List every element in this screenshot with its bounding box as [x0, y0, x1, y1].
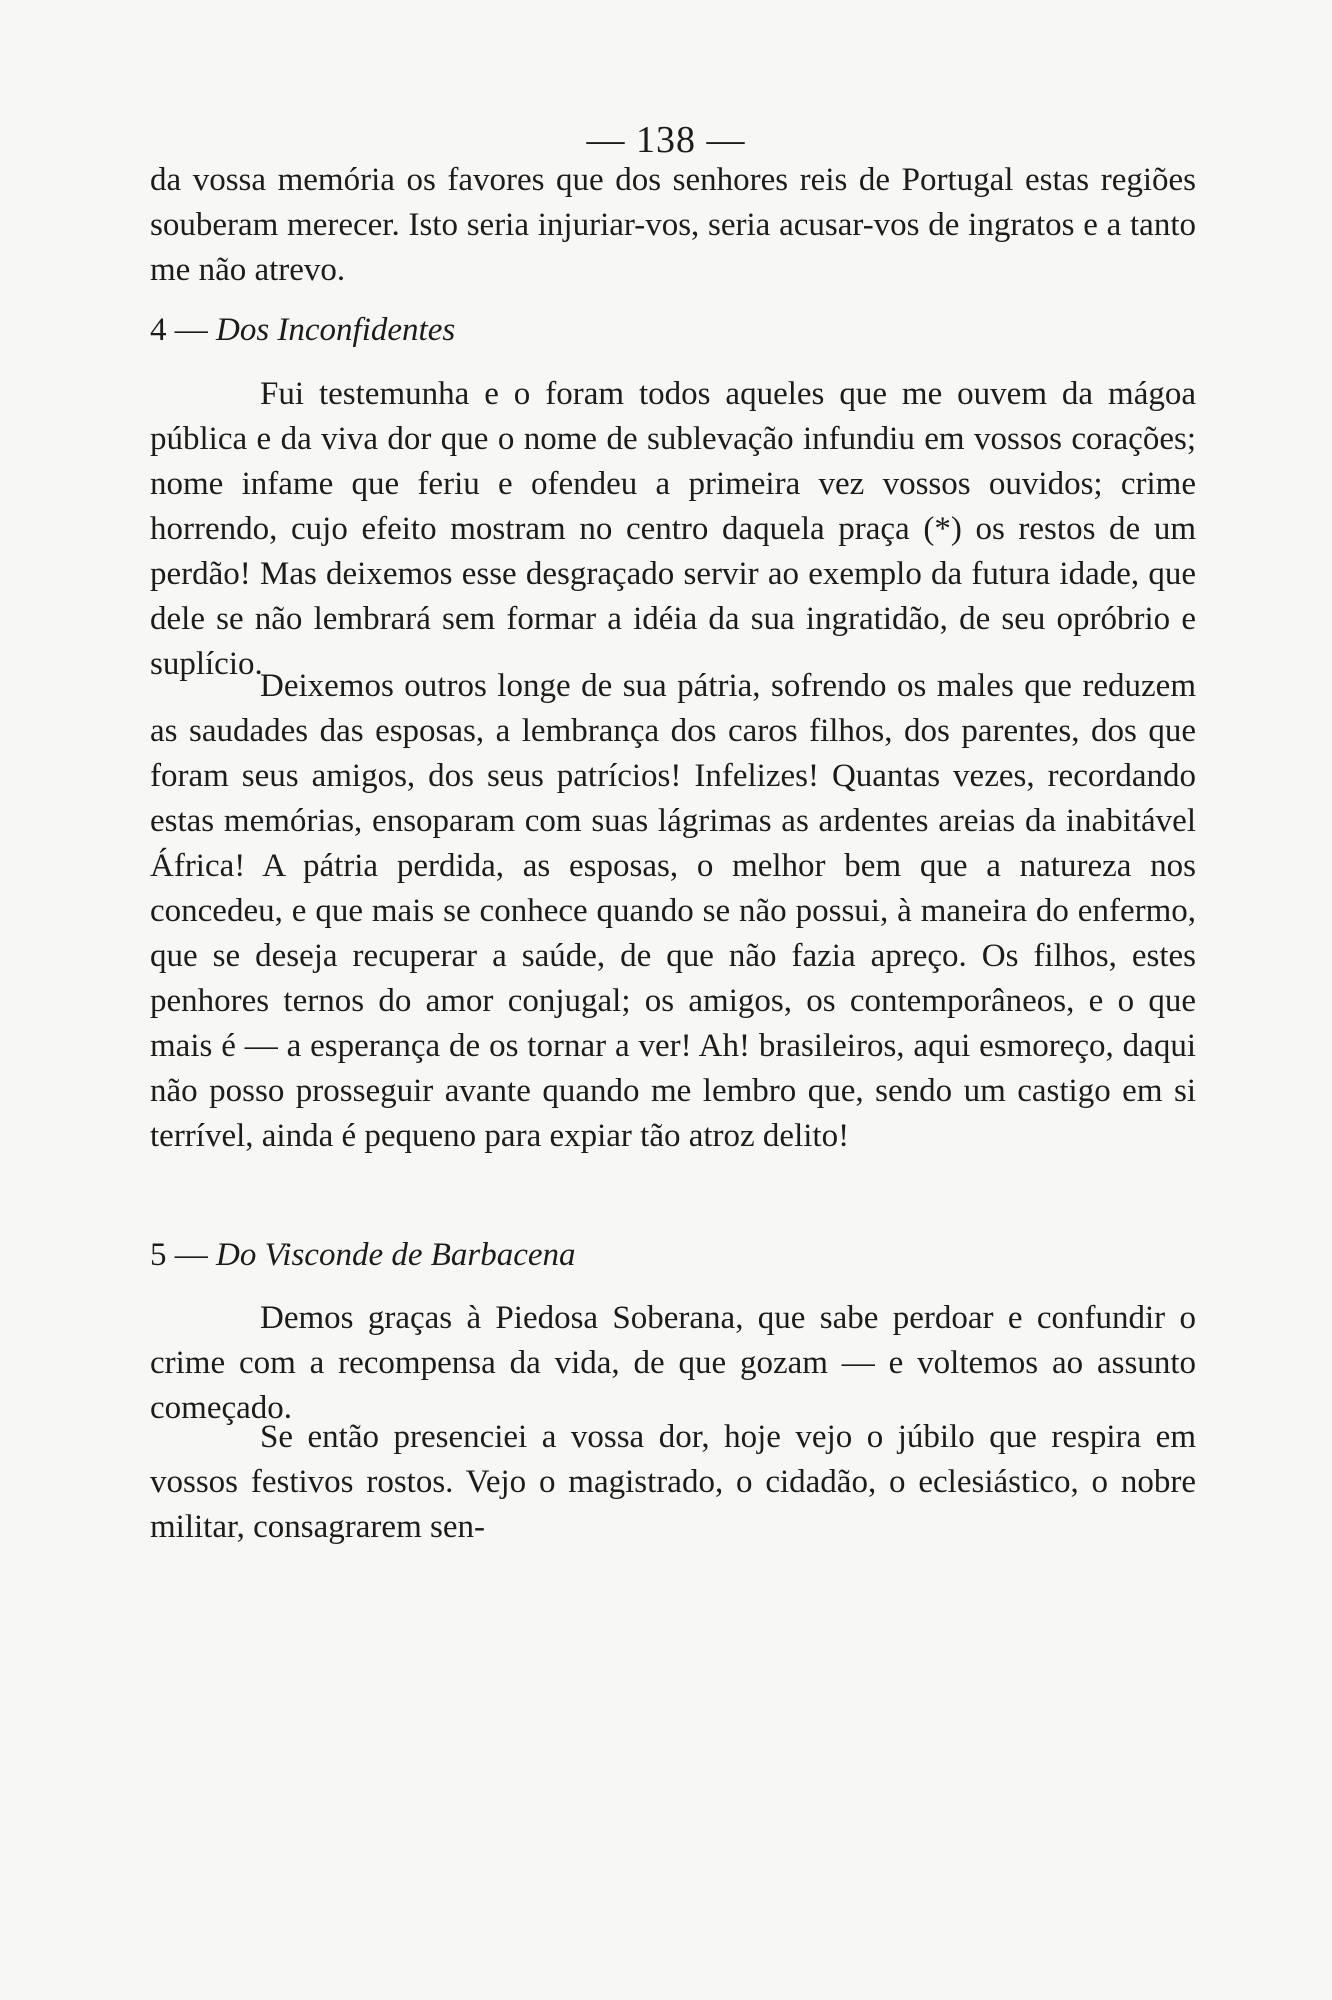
section-5-paragraph-1: Demos graças à Piedosa Soberana, que sabe perdoar e confundir o crime com a recompensa da vida, de que gozam — e voltemos ao assunto começado.	[150, 1300, 1196, 1426]
intro-paragraph: da vossa memória os favores que dos senhores reis de Portugal estas regiões souberam merecer. Isto seria injuriar-vos, seria acusar-vos de ingratos e a tanto me não atrevo.	[150, 162, 1196, 288]
section-5-title: Do Visconde de Barbacena	[216, 1237, 576, 1273]
page-number: — 138 —	[586, 119, 746, 161]
section-5-heading	[150, 1233, 576, 1278]
section-4-paragraph-1: Fui testemunha e o foram todos aqueles que me ouvem da mágoa pública e da viva dor que o nome de sublevação infundiu em vossos corações; nome infame que feriu e ofendeu a primeira vez vossos ouvidos; crime horrendo, cujo efeito mostram no centro daquela praça (*) os restos de um perdão! Mas deixemos esse desgraçado servir ao exemplo da futura idade, que dele se não lembrará sem formar a idéia da sua ingratidão, de seu opróbrio e suplício.	[150, 376, 1196, 682]
section-4-heading	[150, 308, 455, 353]
section-4-number: 4 —	[150, 312, 216, 348]
section-4-title: Dos Inconfidentes	[216, 312, 456, 348]
section-5-number: 5 —	[150, 1237, 216, 1273]
section-4-paragraph-2: Deixemos outros longe de sua pátria, sofrendo os males que reduzem as saudades das esposas, a lembrança dos caros filhos, dos parentes, dos que foram seus amigos, dos seus patrícios! Infelizes! Quantas vezes, recordando estas memórias, ensoparam com suas lágrimas as ardentes areias da inabitável África! A pátria perdida, as esposas, o melhor bem que a natureza nos concedeu, e que mais se conhece quando se não possui, à maneira do enfermo, que se deseja recuperar a saúde, de que não fazia apreço. Os filhos, estes penhores ternos do amor conjugal; os amigos, os contemporâneos, e o que mais é — a esperança de os tornar a ver! Ah! brasileiros, aqui esmoreço, daqui não posso prosseguir avante quando me lembro que, sendo um castigo em si terrível, ainda é pequeno para expiar tão atroz delito!	[150, 668, 1196, 1154]
section-5-paragraph-2: Se então presenciei a vossa dor, hoje vejo o júbilo que respira em vossos festivos rostos. Vejo o magistrado, o cidadão, o eclesiástico, o nobre militar, consagrarem sen-	[150, 1419, 1196, 1545]
